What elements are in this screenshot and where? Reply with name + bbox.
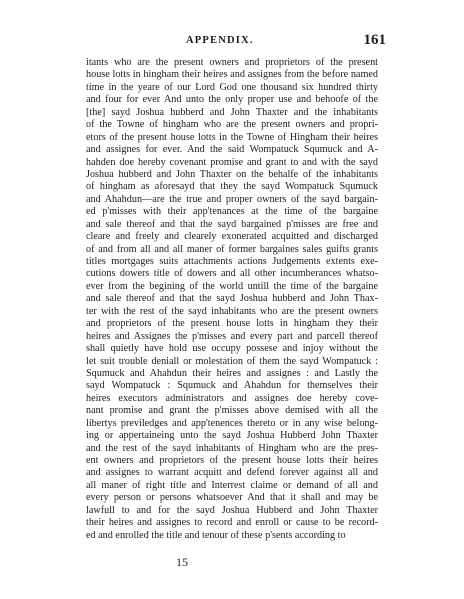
text-line: ever from the begining of the world untill the time of the bargaine [86,280,378,292]
signature-mark: 15 [176,555,188,569]
text-line: Squmuck and Ahahdun their heires and assignes : and Lastly the [86,367,378,379]
text-line: cutions dowers title of dowers and all other incumberances whatso- [86,268,378,280]
text-line: heires executors administrators and assignes doe hereby cove- [86,392,378,404]
text-line: all maner of right title and Interrest claime or demand of all and [86,479,378,491]
text-line: cleare and freely and clearely exonerated acquitted and discharged [86,231,378,243]
text-line: ed and enrolled the title and tenour of these p'sents according to [86,529,346,541]
text-line: ter with the rest of the sayd inhabitants who are the present owners [86,305,378,317]
text-line: of the Towne of hingham who are the present owners and propri- [86,119,378,131]
text-line: lawfull to and for the sayd Joshua Hubberd and John Thaxter [86,504,378,516]
page-number: 161 [363,32,386,48]
text-line: ent owners and proprietors of the present house lotts their heires [86,455,378,466]
running-title: APPENDIX. [186,35,254,46]
text-line: every person or persons whatsoever And that it shall and may be [86,492,378,504]
text-line: ing or appertaineing unto the sayd Joshua Hubberd John Thaxter [86,430,378,442]
text-line: of hingham as aforesayd that they the sayd Wompatuck Squmuck [86,181,378,193]
text-line: [the] sayd Joshua hubberd and John Thaxter and the inhabitants [86,106,378,118]
text-line: Joshua hubberd and John Thaxter on the behalfe of the inhabitants [86,168,378,180]
text-line: and assignes to warrant acquitt and defend forever against all and [86,467,378,479]
text-line: sayd Wompatuck : Squmuck and Ahahdun for themselves their [86,380,378,392]
text-line: etors of the present house lotts in the Towne of Hingham their heires [86,131,378,143]
text-line: and assignes for ever. And the said Wompatuck Squmuck and A- [86,144,378,156]
running-head [86,32,386,51]
body-text [86,57,378,542]
text-line: and four for ever And unto the only proper use and behoofe of the [86,94,378,106]
text-line: shall quietly have hold use occupy possese and injoy without the [86,343,378,355]
text-line: house lotts in hingham their heires and assignes from the before named [86,69,378,81]
text-line: titles mortgages suits attachments actions Judgements extents exe- [86,256,378,267]
text-line: time in the yeare of our Lord God one thousand six hundred thirty [86,81,378,93]
text-line: their heires and assignes to record and enroll or cause to be record- [86,517,378,529]
text-line: and sale thereof and that the sayd bargained p'misses are free and [86,218,378,230]
text-line: let suit trouble deniall or molestation of them the sayd Wompatuck : [86,355,378,367]
text-line: itants who are the present owners and proprietors of the present [86,57,378,68]
text-line: and sale thereof and that the sayd Joshua hubberd and John Thax- [86,293,378,305]
text-line: and Ahahdun—are the true and proper owners of the sayd bargain- [86,193,378,205]
text-line: of and from all and all maner of former bargaines sales guifts grants [86,243,378,255]
text-line: and the rest of the sayd inhabitants of Hingham who are the pres- [86,442,378,454]
text-line: and proprietors of the present house lotts in hingham they their [86,318,378,330]
text-line: ed p'misses with their app'tenances at the time of the bargaine [86,206,378,218]
text-line: nant promise and grant the p'misses above demised with all the [86,405,378,417]
text-line: hahden doe hereby covenant promise and grant to and with the sayd [86,156,378,168]
text-line: heires and Assignes the p'misses and every part and parcell thereof [86,330,378,342]
text-line: libertys previledges and app'tenences thereto or in any wise belong- [86,417,378,429]
